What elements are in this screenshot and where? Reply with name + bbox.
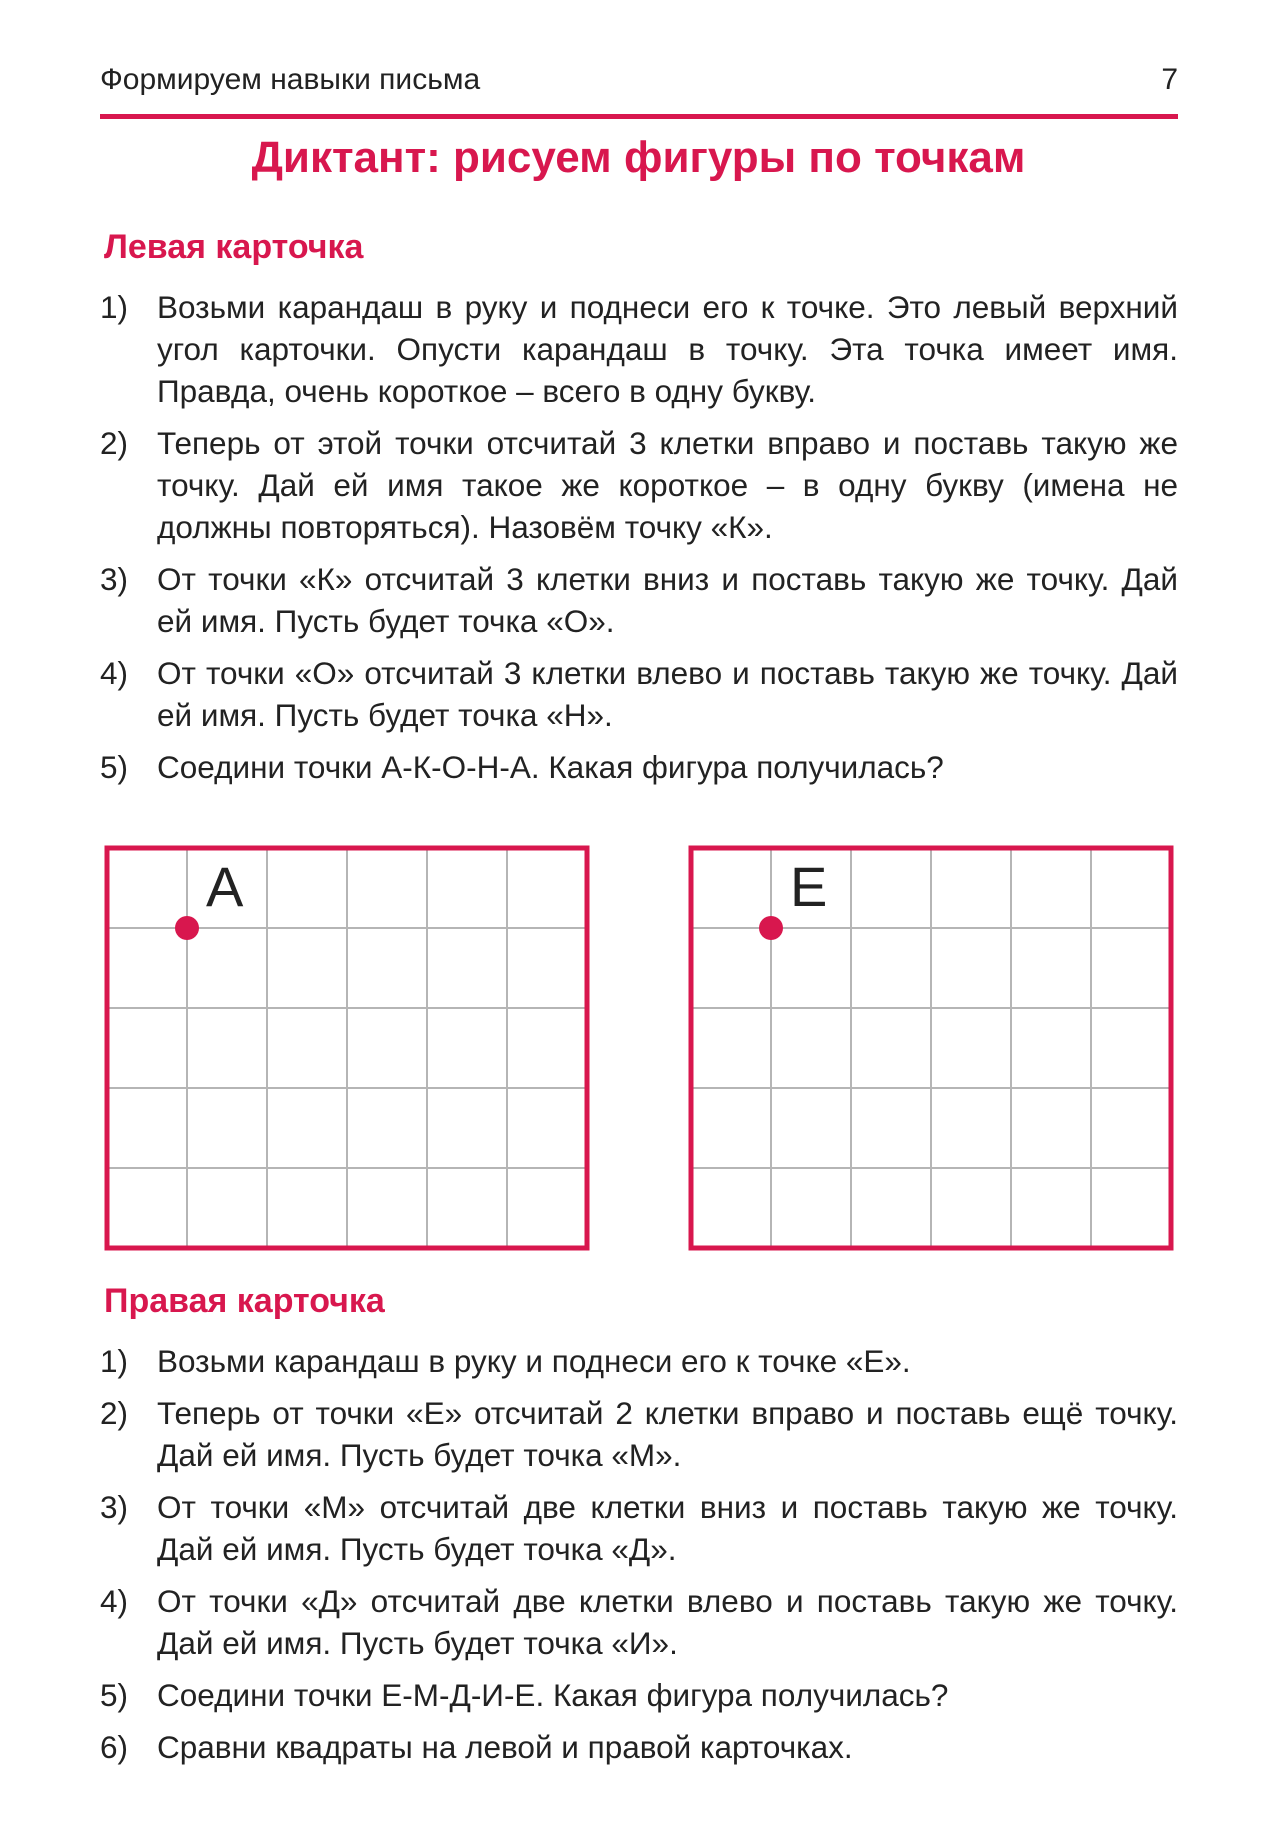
right-step-3 — [100, 1486, 1178, 1570]
start-point-dot — [759, 916, 783, 940]
step-number: 6) — [100, 1729, 129, 1765]
right-grid-card[interactable] — [691, 848, 1171, 1248]
right-step-4 — [100, 1580, 1178, 1664]
step-text: Соедини точки Е-М-Д-И-Е. Какая фигура получилась? — [157, 1677, 949, 1713]
step-text: Возьми карандаш в руку и поднеси его к точке. Это левый верхний угол карточки. Опусти карандаш в точку. Эта точка имеет имя. Правда, очень короткое – всего в одну букву. — [157, 289, 1178, 409]
right-card-steps — [100, 1340, 1178, 1778]
step-text: Теперь от этой точки отсчитай 3 клетки вправо и поставь такую же точку. Дай ей имя такое же короткое – в одну букву (имена не должны повторяться). Назовём точку «К». — [157, 425, 1178, 545]
step-text: От точки «О» отсчитай 3 клетки влево и поставь такую же точку. Дай ей имя. Пусть будет точка «Н». — [157, 655, 1178, 733]
step-number: 2) — [100, 1395, 129, 1431]
right-step-6 — [100, 1726, 1178, 1768]
step-number: 1) — [100, 1343, 129, 1379]
step-text: Сравни квадраты на левой и правой карточках. — [157, 1729, 853, 1765]
step-number: 3) — [100, 1489, 129, 1525]
right-point-label: Е — [790, 855, 828, 918]
step-text: От точки «Д» отсчитай две клетки влево и поставь такую же точку. Дай ей имя. Пусть будет точка «И». — [157, 1583, 1178, 1661]
left-grid-card[interactable] — [107, 848, 587, 1248]
step-text: От точки «К» отсчитай 3 клетки вниз и поставь такую же точку. Дай ей имя. Пусть будет точка «О». — [157, 561, 1178, 639]
step-number: 3) — [100, 561, 129, 597]
step-number: 4) — [100, 655, 129, 691]
step-text: Соедини точки А-К-О-Н-А. Какая фигура получилась? — [157, 749, 944, 785]
left-point-label: А — [206, 855, 244, 918]
start-point-dot — [175, 916, 199, 940]
page-title: Диктант: рисуем фигуры по точкам — [251, 133, 1026, 182]
page-number: 7 — [1161, 63, 1178, 96]
step-text: От точки «М» отсчитай две клетки вниз и поставь такую же точку. Дай ей имя. Пусть будет точка «Д». — [157, 1489, 1178, 1567]
left-card-heading: Левая карточка — [104, 228, 364, 266]
step-number: 5) — [100, 749, 129, 785]
step-number: 2) — [100, 425, 129, 461]
right-card-heading: Правая карточка — [104, 1282, 385, 1320]
right-step-5 — [100, 1674, 1178, 1716]
step-number: 1) — [100, 289, 129, 325]
step-number: 4) — [100, 1583, 129, 1619]
right-step-1 — [100, 1340, 1178, 1382]
step-number: 5) — [100, 1677, 129, 1713]
running-header-title: Формируем навыки письма — [100, 63, 481, 96]
step-text: Теперь от точки «Е» отсчитай 2 клетки вправо и поставь ещё точку. Дай ей имя. Пусть будет точка «М». — [157, 1395, 1178, 1473]
step-text: Возьми карандаш в руку и поднеси его к точке «Е». — [157, 1343, 911, 1379]
right-step-2 — [100, 1392, 1178, 1476]
